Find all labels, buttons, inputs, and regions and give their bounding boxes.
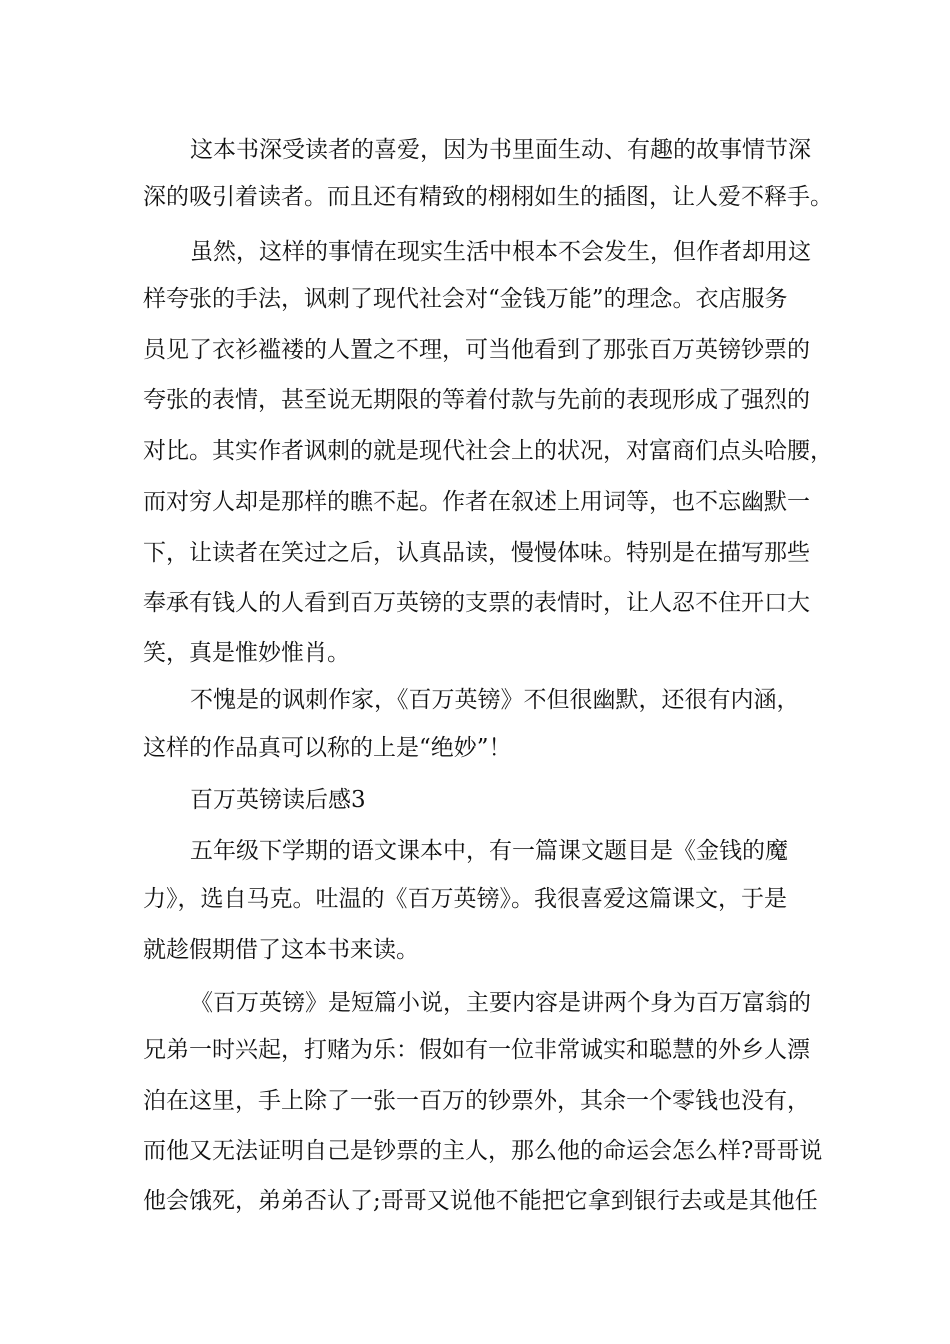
- text-line: 下，让读者在笑过之后，认真品读，慢慢体味。特别是在描写那些: [143, 540, 810, 566]
- text-line: 他会饿死，弟弟否认了;哥哥又说他不能把它拿到银行去或是其他任: [143, 1188, 818, 1214]
- text-line: 就趁假期借了这本书来读。: [143, 937, 419, 963]
- text-line: 奉承有钱人的人看到百万英镑的支票的表情时，让人忍不住开口大: [143, 590, 810, 616]
- text-line: 员见了衣衫褴褛的人置之不理，可当他看到了那张百万英镑钞票的: [143, 337, 810, 363]
- text-line: 样夸张的手法，讽刺了现代社会对“金钱万能”的理念。衣店服务: [143, 286, 788, 312]
- text-line: 力》，选自马克。吐温的《百万英镑》。我很喜爱这篇课文，于是: [143, 886, 787, 912]
- text-line: 深的吸引着读者。而且还有精致的栩栩如生的插图，让人爱不释手。: [143, 184, 833, 210]
- text-line: 夸张的表情，甚至说无期限的等着付款与先前的表现形成了强烈的: [143, 387, 810, 413]
- text-line: 不愧是的讽刺作家，《百万英镑》不但很幽默，还很有内涵，: [190, 687, 800, 713]
- text-line: 虽然，这样的事情在现实生活中根本不会发生，但作者却用这: [190, 239, 811, 265]
- text-line: 对比。其实作者讽刺的就是现代社会上的状况，对富商们点头哈腰，: [143, 438, 833, 464]
- text-line: 泊在这里，手上除了一张一百万的钞票外，其余一个零钱也没有，: [143, 1088, 810, 1114]
- section-heading: 百万英镑读后感3: [190, 787, 366, 813]
- text-line: 这样的作品真可以称的上是“绝妙”！: [143, 735, 512, 761]
- text-line: 兄弟一时兴起，打赌为乐：假如有一位非常诚实和聪慧的外乡人漂: [143, 1037, 810, 1063]
- text-line: 五年级下学期的语文课本中，有一篇课文题目是《金钱的魔: [190, 838, 788, 864]
- text-line: 《百万英镑》是短篇小说，主要内容是讲两个身为百万富翁的: [190, 990, 811, 1016]
- text-line: 这本书深受读者的喜爱，因为书里面生动、有趣的故事情节深: [190, 137, 811, 163]
- text-line: 而对穷人却是那样的瞧不起。作者在叙述上用词等，也不忘幽默一: [143, 489, 810, 515]
- text-line: 而他又无法证明自己是钞票的主人，那么他的命运会怎么样?哥哥说: [143, 1138, 823, 1164]
- text-line: 笑，真是惟妙惟肖。: [143, 640, 350, 666]
